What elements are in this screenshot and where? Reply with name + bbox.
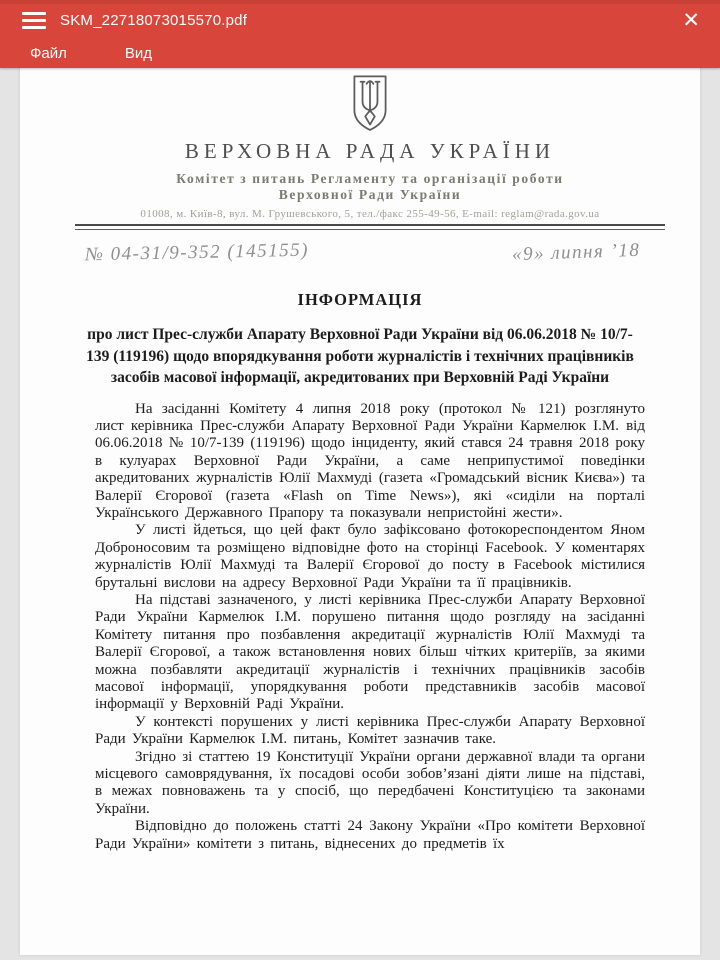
document-body — [20, 389, 700, 854]
letterhead-address: 01008, м. Київ-8, вул. М. Грушевського, 5, тел./факс 255-49-56, E-mail: reglam@rada.gov.ua — [140, 208, 600, 220]
document-filename: SKM_22718073015570.pdf — [60, 11, 248, 29]
close-icon[interactable]: ✕ — [682, 8, 700, 32]
body-paragraph: На підставі зазначеного, у листі керівника Прес-служби Апарату Верховної Ради України Кармелюк І.М. порушено питання щодо розгляду на засіданні Комітету питання про позбавлення акредитації журналістів Юлії Махмуді та Валерії Єгорової, а також встановлення нових більш чітких критеріїв, за якими можна позбавляти акредитації журналістів і технічних працівників засобів масової інформації, упорядкування роботи представників засобів масової інформації у Верховній Раді України. — [95, 591, 645, 713]
handwritten-date: «9» липня ’18 — [511, 239, 641, 266]
titlebar — [0, 0, 720, 38]
body-paragraph: У контексті порушених у листі керівника Прес-служби Апарату Верховної Ради України Кармелюк І.М. питань, Комітет зазначив таке. — [95, 713, 645, 748]
letterhead — [20, 68, 700, 230]
committee-name-line1: Комітет з питань Регламенту та організації роботи — [176, 171, 564, 186]
handwritten-row — [20, 230, 700, 264]
body-paragraph: Згідно зі статтею 19 Конституції України органи державної влади та органи місцевого самоврядування, їх посадові особи зобов’язані діяти лише на підставі, в межах повноважень та у спосіб, що передбачені Конституцією та законами України. — [95, 748, 645, 817]
body-paragraph: У листі йдеться, що цей факт було зафіксовано фотокореспондентом Яном Доброносовим та розміщено відповідне фото на сторінці Facebook. У коментарях журналістів Юлії Махмуді та Валерії Єгорової до посту в Facebook містилися брутальні вислови на адресу Верховної Ради України та її працівників. — [95, 522, 645, 591]
pdf-page — [20, 68, 700, 955]
menubar — [0, 38, 720, 68]
org-name: ВЕРХОВНА РАДА УКРАЇНИ — [184, 139, 556, 163]
pdf-viewport[interactable] — [0, 68, 720, 960]
document-subtitle: про лист Прес-служби Апарату Верховної Ради України від 06.06.2018 № 10/7-139 (119196) щодо впорядкування роботи журналістів і технічних працівників засобів масової інформації, акредитованих при Верховній Раді України — [86, 326, 634, 386]
tryzub-emblem-icon — [347, 75, 393, 137]
document-title: ІНФОРМАЦІЯ — [297, 290, 423, 309]
app-header — [0, 0, 720, 68]
committee-name-line2: Верховної Ради України — [278, 187, 462, 202]
menu-view[interactable]: Вид — [124, 44, 153, 62]
body-paragraph: На засіданні Комітету 4 липня 2018 року (протокол № 121) розглянуто лист керівника Прес-служби Апарату Верховної Ради України Кармелюк І.М. від 06.06.2018 № 10/7-139 (119196) щодо інциденту, який стався 24 травня 2018 року в кулуарах Верховної Ради України, а саме неприпустимої поведінки акредитованих журналістів Юлії Махмуді (газета «Громадський вісник Києва») та Валерії Єгорової (газета «Flash on Time News»), які «сиділи на порталі Українського Державного Прапору та показували непристойні жести». — [95, 400, 645, 521]
body-paragraph: Відповідно до положень статті 24 Закону України «Про комітети Верховної Ради України» комітети з питань, віднесених до предметів їх — [95, 818, 645, 852]
handwritten-reference-number: № 04-31/9-352 (145155) — [84, 239, 310, 266]
hamburger-menu-icon[interactable] — [22, 12, 46, 29]
menu-file[interactable]: Файл — [30, 44, 67, 62]
